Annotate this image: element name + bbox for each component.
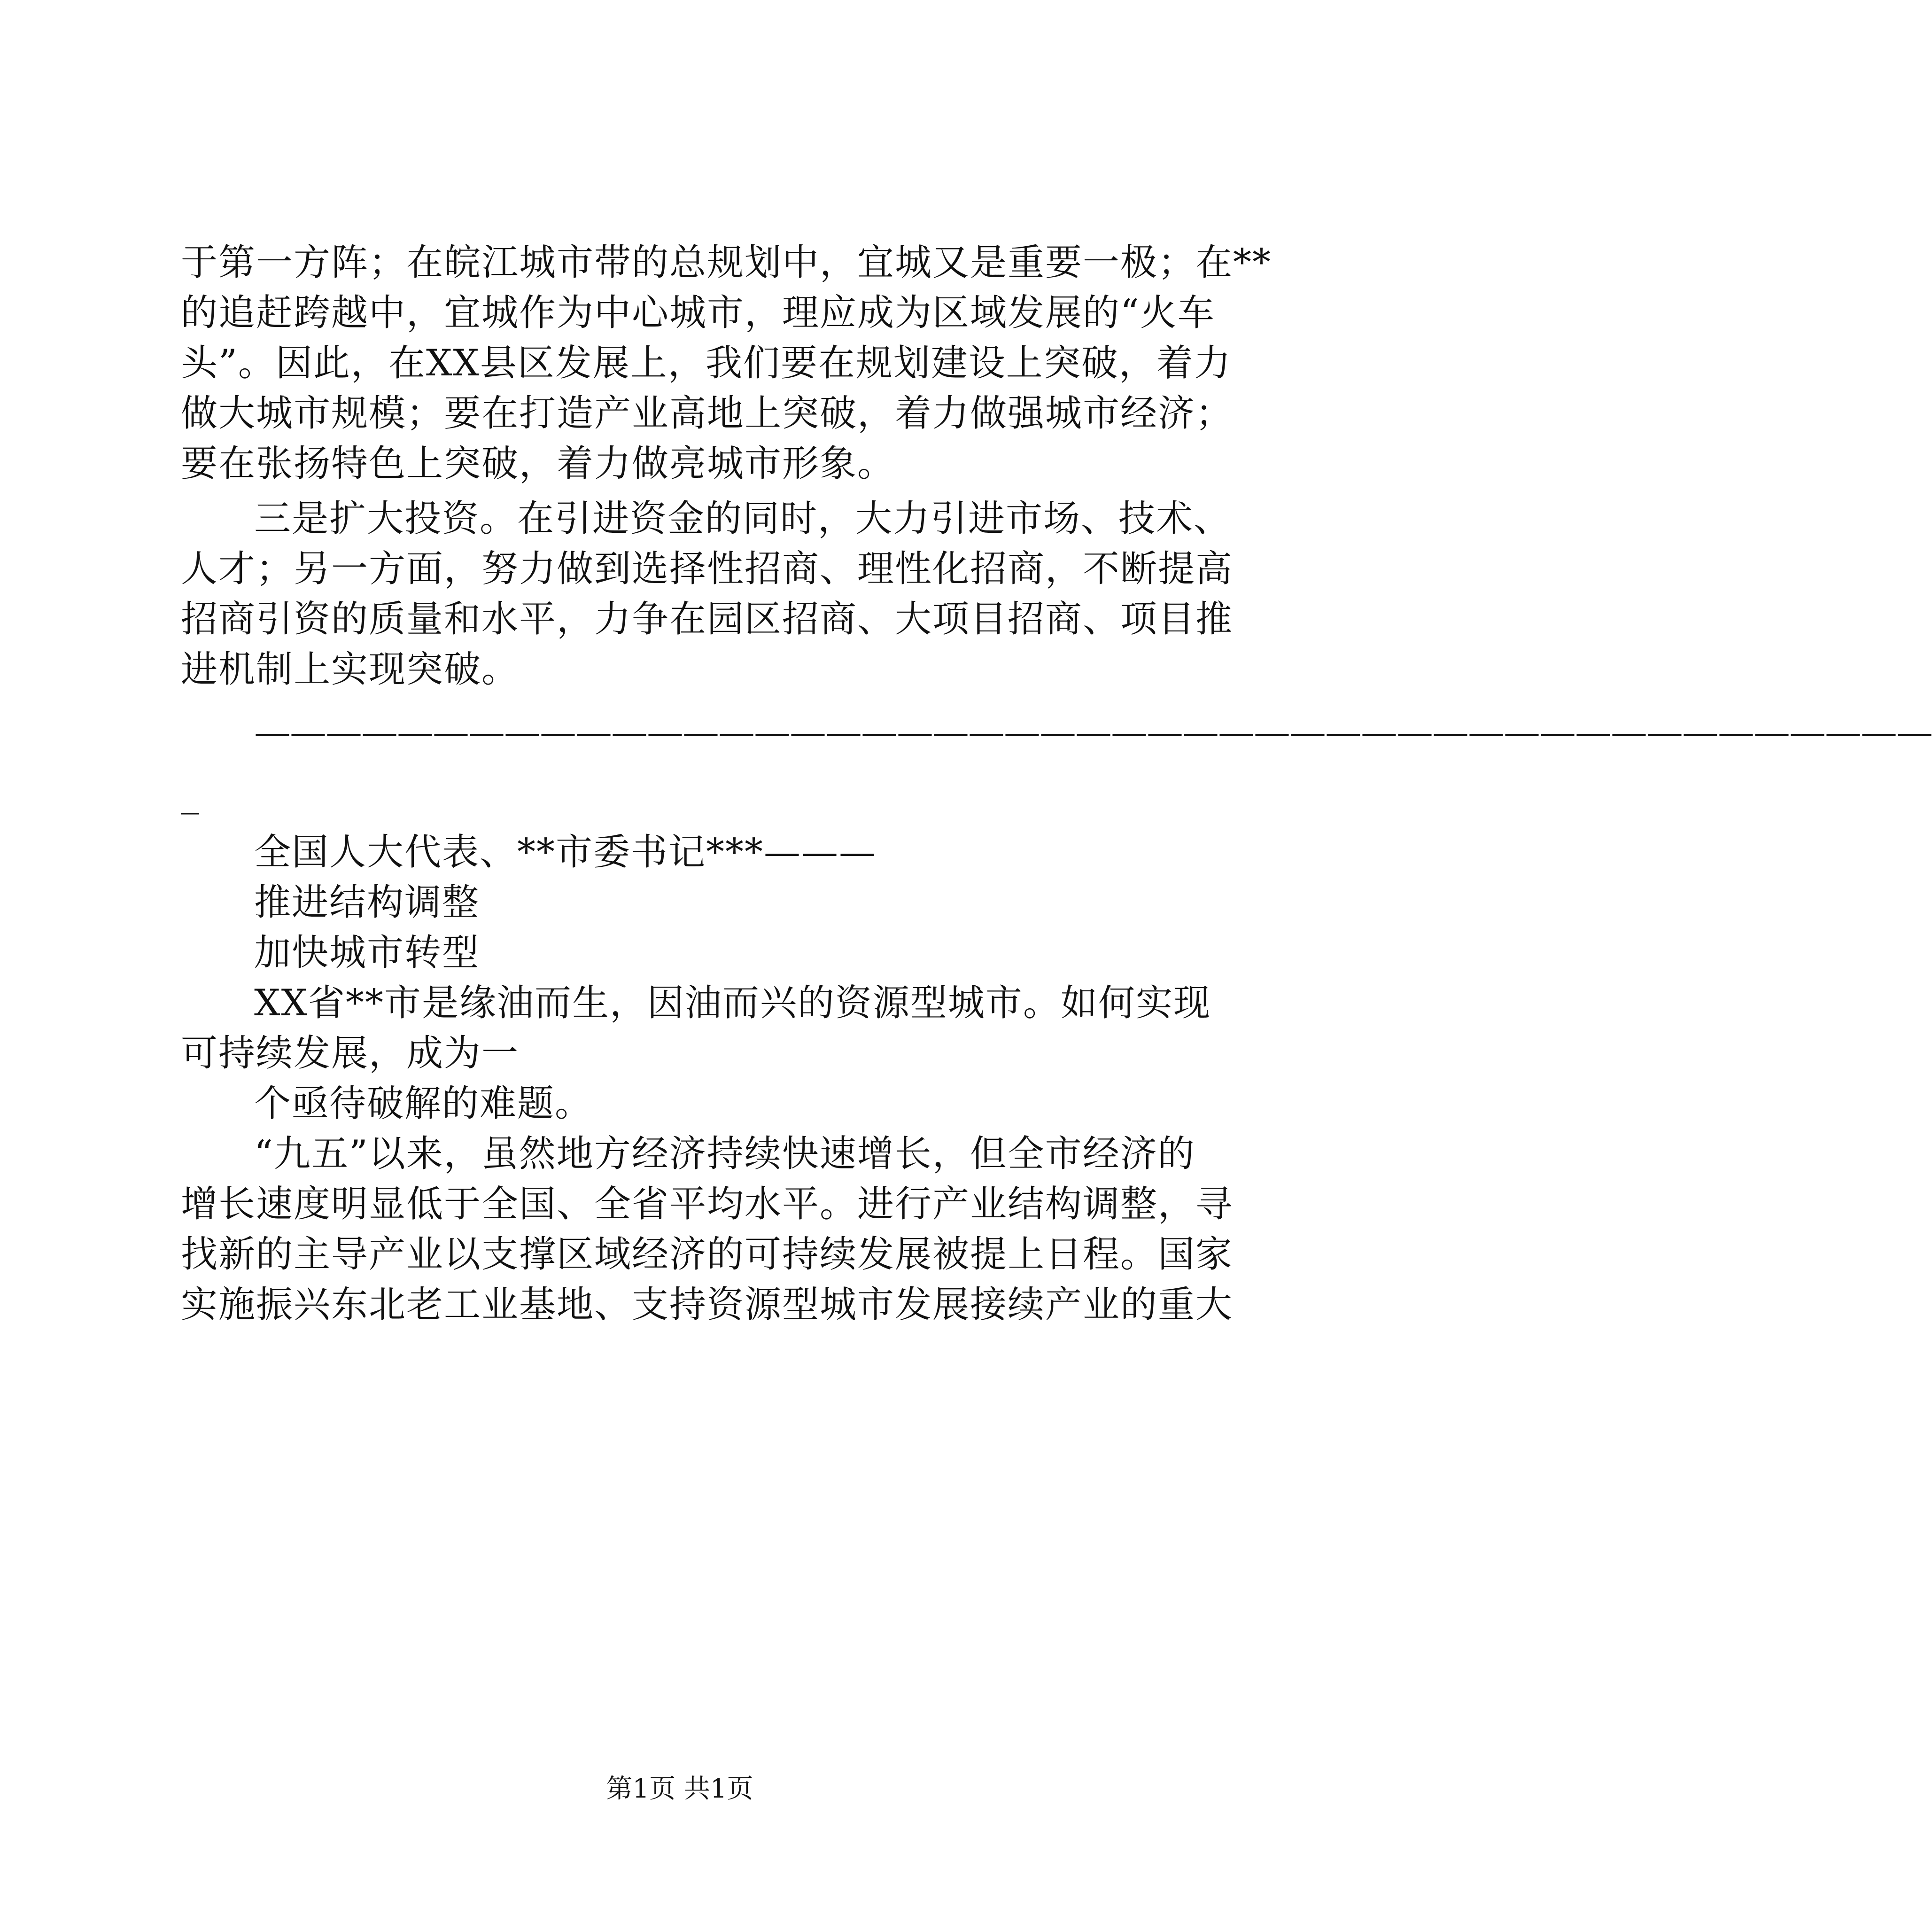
author-line: 全国人大代表、**市委书记***——— (254, 831, 877, 873)
text-line: 实施振兴东北老工业基地、支持资源型城市发展接续产业的重大 (181, 1284, 1234, 1326)
text-line: 进机制上实现突破。 (181, 648, 520, 691)
heading-line: 推进结构调整 (254, 881, 480, 924)
text-line: 增长速度明显低于全国、全省平均水平。进行产业结构调整，寻 (181, 1183, 1234, 1225)
text-line: 可持续发展，成为一 (181, 1032, 520, 1074)
text-line: 做大城市规模；要在打造产业高地上突破，着力做强城市经济； (181, 392, 1234, 435)
heading-line: 加快城市转型 (254, 932, 480, 974)
text-line: 头”。因此，在XX县区发展上，我们要在规划建设上突破，着力 (181, 342, 1232, 384)
separator-tail: _ (181, 772, 200, 815)
page-footer: 第1页 共1页 (606, 1774, 753, 1804)
separator-line: ——————————————————————————————————————————————— (254, 711, 1932, 754)
text-line: 的追赶跨越中，宜城作为中心城市，理应成为区域发展的“火车 (181, 292, 1215, 334)
text-line: 于第一方阵；在皖江城市带的总规划中，宜城又是重要一极；在** (181, 241, 1272, 284)
paragraph-start-line: 三是扩大投资。在引进资金的同时，大力引进市场、技术、 (254, 498, 1232, 540)
paragraph-start-line: XX省**市是缘油而生，因油而兴的资源型城市。如何实现 (254, 982, 1211, 1024)
text-line: 要在张扬特色上突破，着力做亮城市形象。 (181, 443, 895, 485)
text-line: 招商引资的质量和水平，力争在园区招商、大项目招商、项目推 (181, 598, 1234, 640)
text-line: 找新的主导产业以支撑区域经济的可持续发展被提上日程。国家 (181, 1233, 1234, 1276)
paragraph-start-line: “九五”以来，虽然地方经济持续快速增长，但全市经济的 (254, 1133, 1195, 1175)
text-line: 人才；另一方面，努力做到选择性招商、理性化招商，不断提高 (181, 548, 1234, 590)
text-line: 个亟待破解的难题。 (254, 1082, 593, 1125)
